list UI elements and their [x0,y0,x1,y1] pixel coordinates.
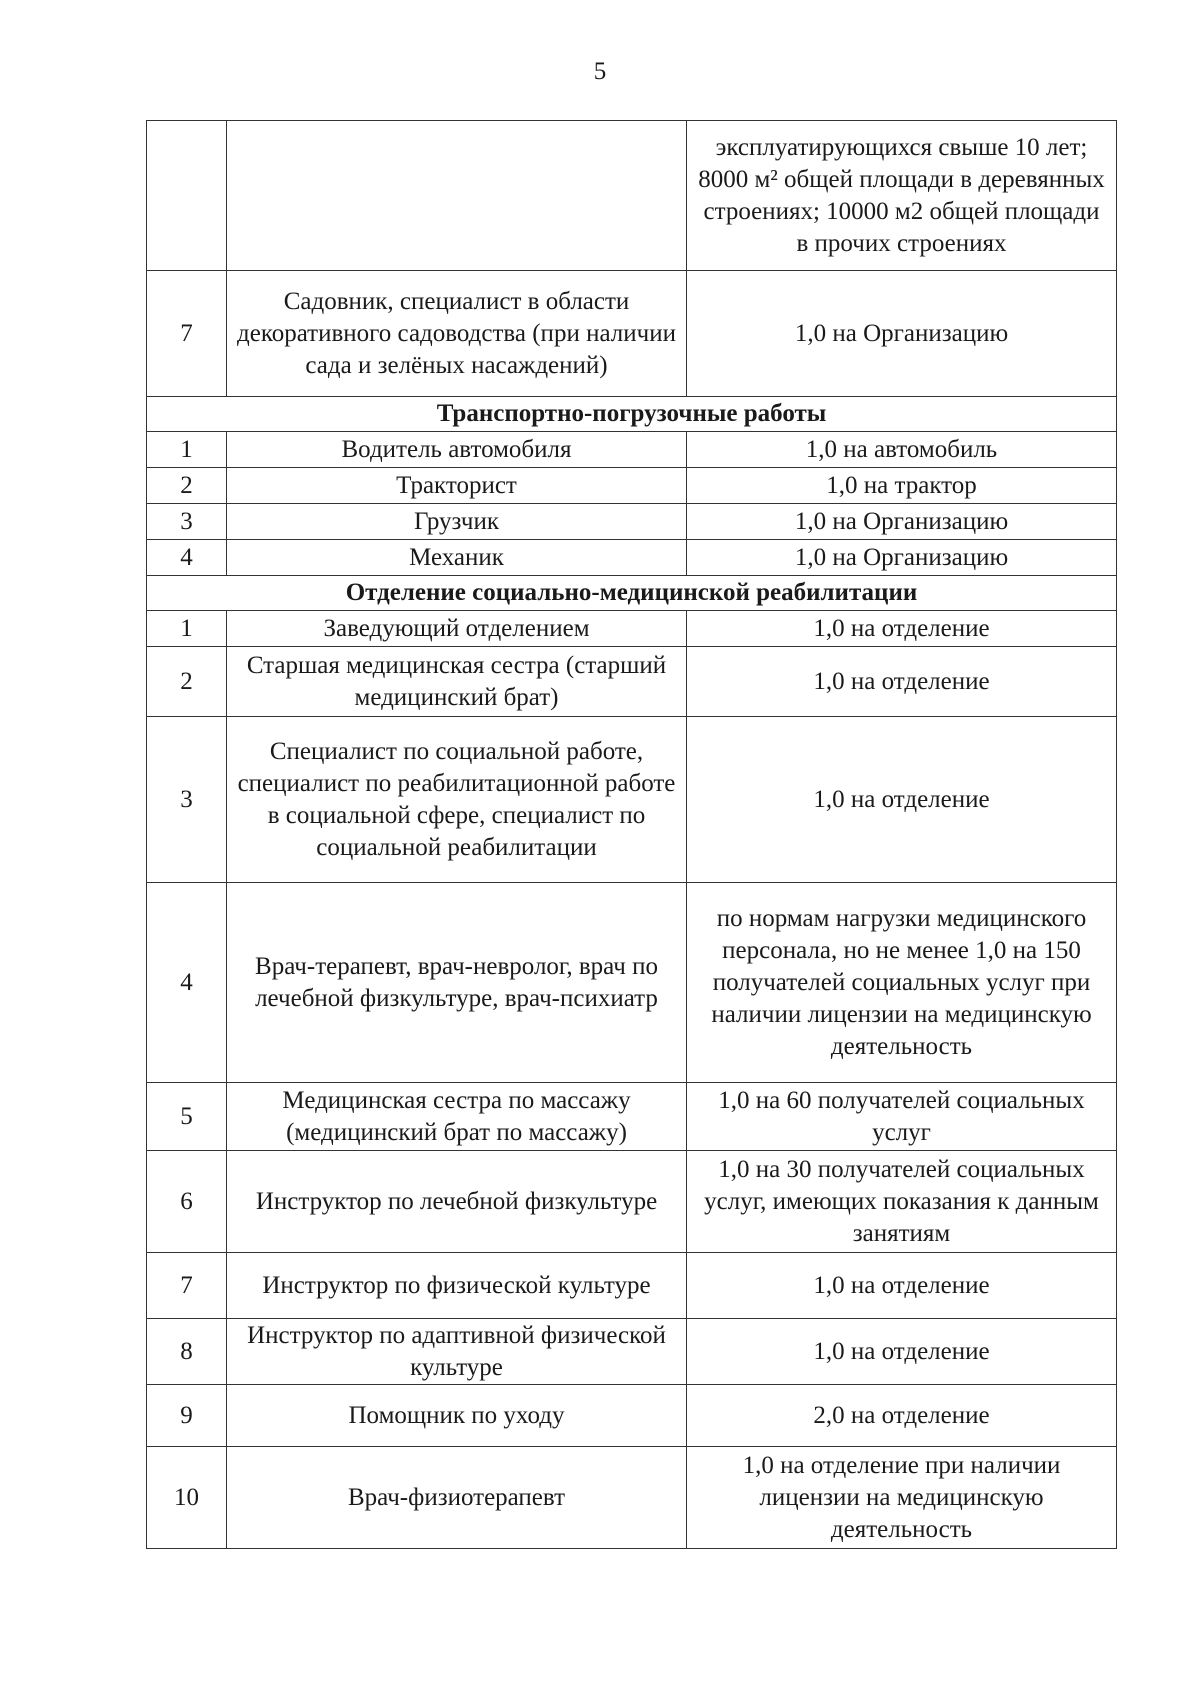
row-number: 7 [147,271,227,397]
norm-cell: 1,0 на отделение [687,1319,1117,1385]
section-header-row [147,397,1117,432]
row-number [147,121,227,271]
position-cell: Врач-терапевт, врач-невролог, врач по лечебной физкультуре, врач-психиатр [227,883,687,1083]
position-cell [227,121,687,271]
row-number: 5 [147,1083,227,1151]
norm-cell: 1,0 на отделение [687,1253,1117,1319]
row-number: 4 [147,540,227,576]
norm-cell: 1,0 на автомобиль [687,432,1117,468]
norm-cell: 1,0 на отделение [687,611,1117,647]
row-number: 3 [147,717,227,883]
position-cell: Врач-физиотерапевт [227,1447,687,1549]
position-cell: Инструктор по физической культуре [227,1253,687,1319]
position-cell: Заведующий отделением [227,611,687,647]
table-row [147,504,1117,540]
table-row [147,883,1117,1083]
table-row [147,717,1117,883]
row-number: 2 [147,647,227,717]
position-cell: Водитель автомобиля [227,432,687,468]
section-title: Транспортно-погрузочные работы [147,397,1117,432]
row-number: 8 [147,1319,227,1385]
section-title: Отделение социально-медицинской реабилитации [147,576,1117,611]
table-row [147,432,1117,468]
position-cell: Старшая медицинская сестра (старший медицинский брат) [227,647,687,717]
norm-cell: 1,0 на 60 получателей социальных услуг [687,1083,1117,1151]
norm-cell: 1,0 на Организацию [687,271,1117,397]
table-row [147,468,1117,504]
table-row [147,1385,1117,1447]
row-number: 10 [147,1447,227,1549]
table-row [147,271,1117,397]
table-row [147,1319,1117,1385]
row-number: 3 [147,504,227,540]
table-row [147,121,1117,271]
norm-cell: 1,0 на отделение [687,647,1117,717]
norm-cell: 2,0 на отделение [687,1385,1117,1447]
row-number: 4 [147,883,227,1083]
norm-cell: 1,0 на Организацию [687,540,1117,576]
table-row [147,1083,1117,1151]
position-cell: Инструктор по лечебной физкультуре [227,1151,687,1253]
norm-cell: 1,0 на отделение [687,717,1117,883]
norm-cell: эксплуатирующихся свыше 10 лет; 8000 м² общей площади в деревянных строениях; 10000 м2 общей площади в прочих строениях [687,121,1117,271]
table-row [147,611,1117,647]
table-row [147,647,1117,717]
position-cell: Грузчик [227,504,687,540]
section-header-row [147,576,1117,611]
norm-cell: 1,0 на трактор [687,468,1117,504]
row-number: 6 [147,1151,227,1253]
table-row [147,1253,1117,1319]
row-number: 1 [147,611,227,647]
norm-cell: 1,0 на Организацию [687,504,1117,540]
norm-cell: по нормам нагрузки медицинского персонала, но не менее 1,0 на 150 получателей социальных услуг при наличии лицензии на медицинскую деятельность [687,883,1117,1083]
position-cell: Инструктор по адаптивной физической культуре [227,1319,687,1385]
table-row [147,1447,1117,1549]
staffing-table [146,120,1117,1549]
position-cell: Садовник, специалист в области декоративного садоводства (при наличии сада и зелёных насаждений) [227,271,687,397]
row-number: 1 [147,432,227,468]
position-cell: Механик [227,540,687,576]
table-row [147,540,1117,576]
norm-cell: 1,0 на отделение при наличии лицензии на медицинскую деятельность [687,1447,1117,1549]
position-cell: Специалист по социальной работе, специалист по реабилитационной работе в социальной сфере, специалист по социальной реабилитации [227,717,687,883]
norm-cell: 1,0 на 30 получателей социальных услуг, имеющих показания к данным занятиям [687,1151,1117,1253]
row-number: 7 [147,1253,227,1319]
row-number: 9 [147,1385,227,1447]
position-cell: Медицинская сестра по массажу (медицинский брат по массажу) [227,1083,687,1151]
position-cell: Помощник по уходу [227,1385,687,1447]
page-number: 5 [593,58,607,85]
table-row [147,1151,1117,1253]
position-cell: Тракторист [227,468,687,504]
row-number: 2 [147,468,227,504]
